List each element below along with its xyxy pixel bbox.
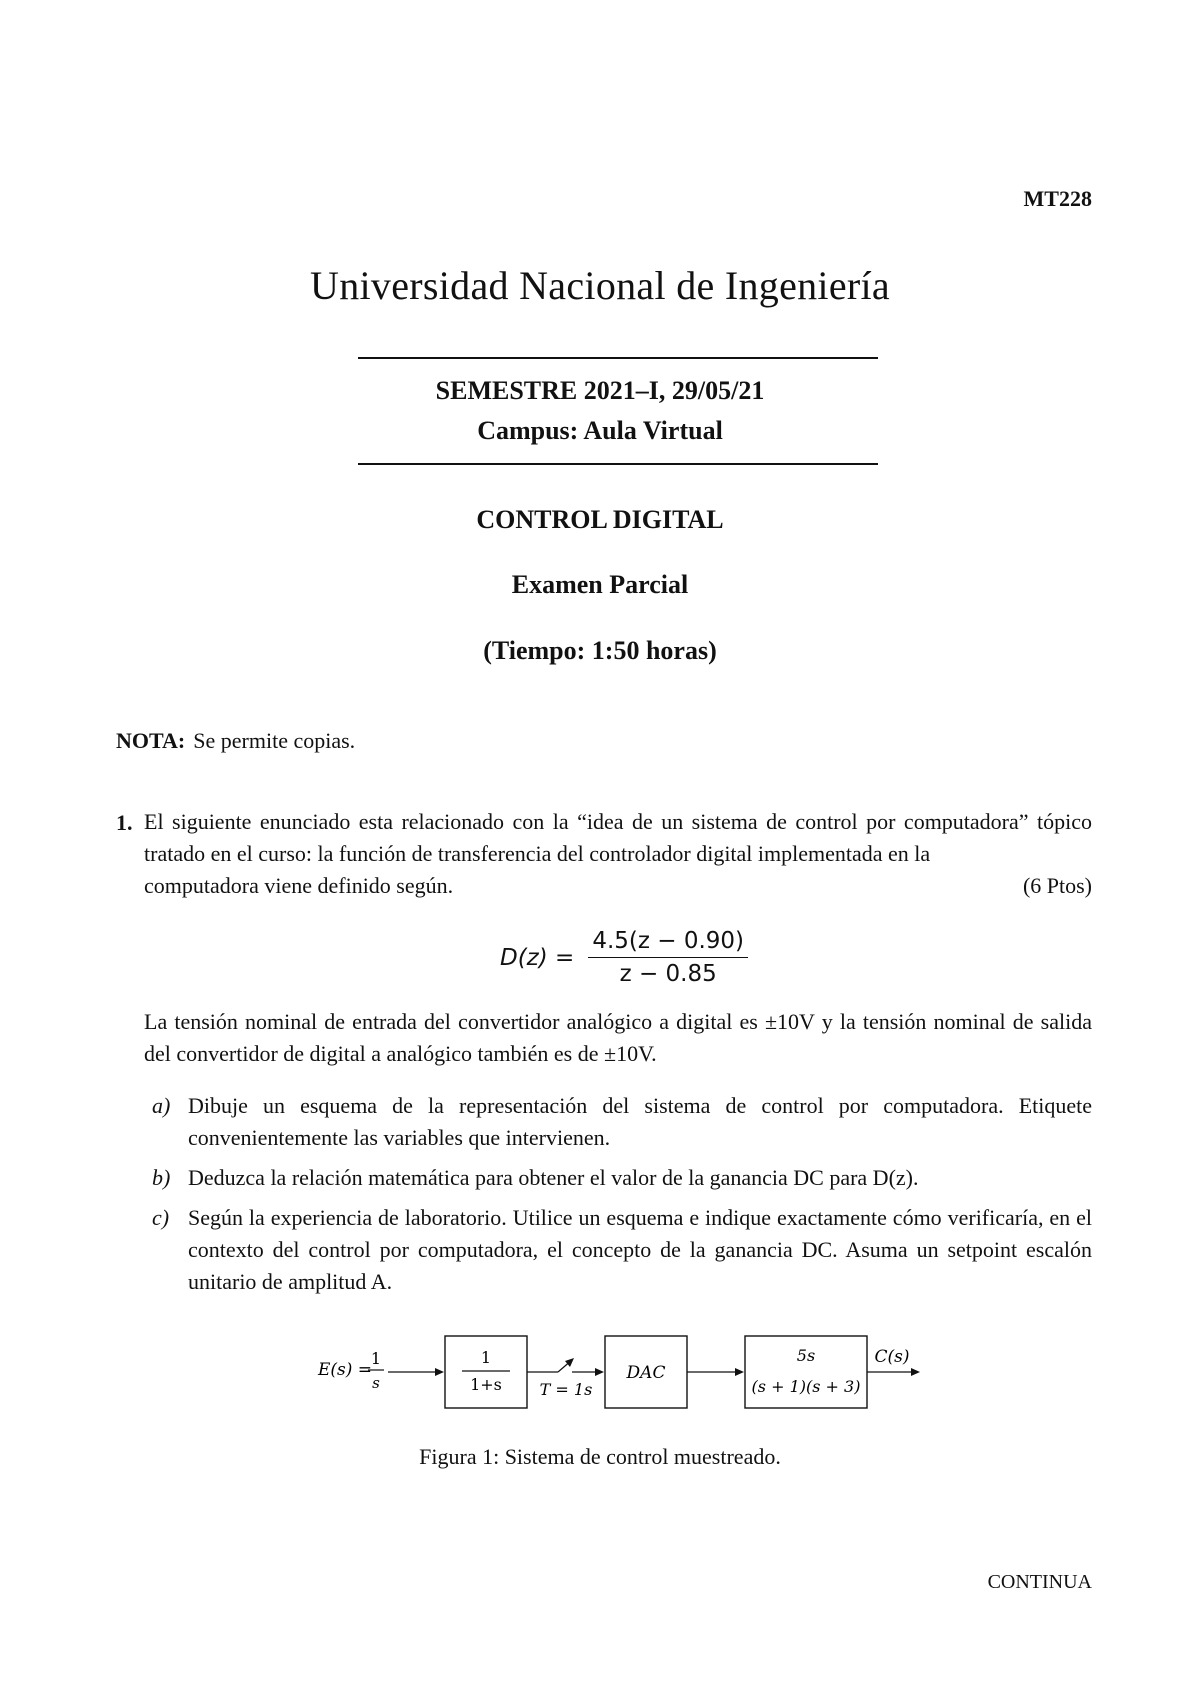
course-code: MT228 <box>1023 186 1092 211</box>
question-body: El siguiente enunciado esta relacionado con la “idea de un sistema de control por computadora” tópico tratado en el curso: la función de transferencia del controlador digital implementada en la <box>144 809 1092 866</box>
dac-label: DAC <box>626 1363 666 1383</box>
output-label: C(s) <box>874 1347 910 1367</box>
block-first-order <box>445 1336 527 1408</box>
exam-time: (Tiempo: 1:50 horas) <box>483 636 717 665</box>
item-text: Según la experiencia de laboratorio. Utilice un esquema e indique exactamente cómo verificaría, en el contexto del control por computadora, el concepto de la ganancia DC. Asuma un setpoint escalón unitario de amplitud A. <box>188 1205 1092 1294</box>
university-title: Universidad Nacional de Ingeniería <box>310 263 890 308</box>
bottom-rule <box>358 463 878 465</box>
diagram-input-denominator: s <box>372 1374 380 1392</box>
question-items <box>152 1090 1092 1306</box>
block-diagram <box>310 1328 930 1418</box>
arrow-head <box>435 1368 444 1376</box>
item-label: b) <box>152 1165 171 1190</box>
item-label: a) <box>152 1093 171 1118</box>
note-label: NOTA: <box>116 728 186 753</box>
item-a <box>152 1090 1092 1154</box>
block1-numerator: 1 <box>480 1348 492 1367</box>
item-label: c) <box>152 1205 170 1230</box>
arrow-head <box>911 1368 920 1376</box>
arrow-head <box>595 1368 604 1376</box>
exam-type: Examen Parcial <box>511 570 689 599</box>
formula-numerator: 4.5(z − 0.90) <box>588 928 748 958</box>
semester-line: SEMESTRE 2021–I, 29/05/21 <box>435 376 765 405</box>
diagram-input-numerator: 1 <box>370 1349 382 1368</box>
formula-lhs: D(z) = <box>500 944 575 971</box>
question-text <box>144 806 1092 902</box>
block3-denominator: (s + 1)(s + 3) <box>751 1377 861 1396</box>
item-b <box>152 1162 1092 1194</box>
sampler-arrow <box>565 1358 574 1367</box>
campus-line: Campus: Aula Virtual <box>477 416 723 445</box>
sampler-label: T = 1s <box>539 1380 593 1399</box>
block1-denominator: 1+s <box>470 1375 502 1394</box>
formula-fraction <box>588 928 748 987</box>
block3-numerator: 5s <box>796 1346 816 1365</box>
note <box>116 728 355 754</box>
question-points: (6 Ptos) <box>1022 873 1092 898</box>
question-last-line <box>144 870 1092 902</box>
item-text: Deduzca la relación matemática para obtener el valor de la ganancia DC para D(z). <box>188 1165 919 1190</box>
diagram-input-label: E(s) = <box>318 1360 373 1380</box>
arrow-head <box>735 1368 744 1376</box>
question-number: 1. <box>116 810 133 835</box>
transfer-function-formula <box>500 928 748 987</box>
figure-caption: Figura 1: Sistema de control muestreado. <box>419 1444 781 1469</box>
formula-denominator: z − 0.85 <box>619 961 717 987</box>
note-text: Se permite copias. <box>193 728 356 753</box>
item-c <box>152 1202 1092 1298</box>
voltage-paragraph: La tensión nominal de entrada del convertidor analógico a digital es ±10V y la tensión nominal de salida del convertidor de digital a analógico también es de ±10V. <box>144 1009 1092 1066</box>
question-body-end: computadora viene definido según. <box>144 873 454 898</box>
item-text: Dibuje un esquema de la representación del sistema de control por computadora. Etiquete convenientemente las variables que intervienen. <box>188 1093 1092 1150</box>
footer-continua: CONTINUA <box>987 1571 1092 1593</box>
course-name: CONTROL DIGITAL <box>476 505 724 534</box>
top-rule <box>358 357 878 359</box>
